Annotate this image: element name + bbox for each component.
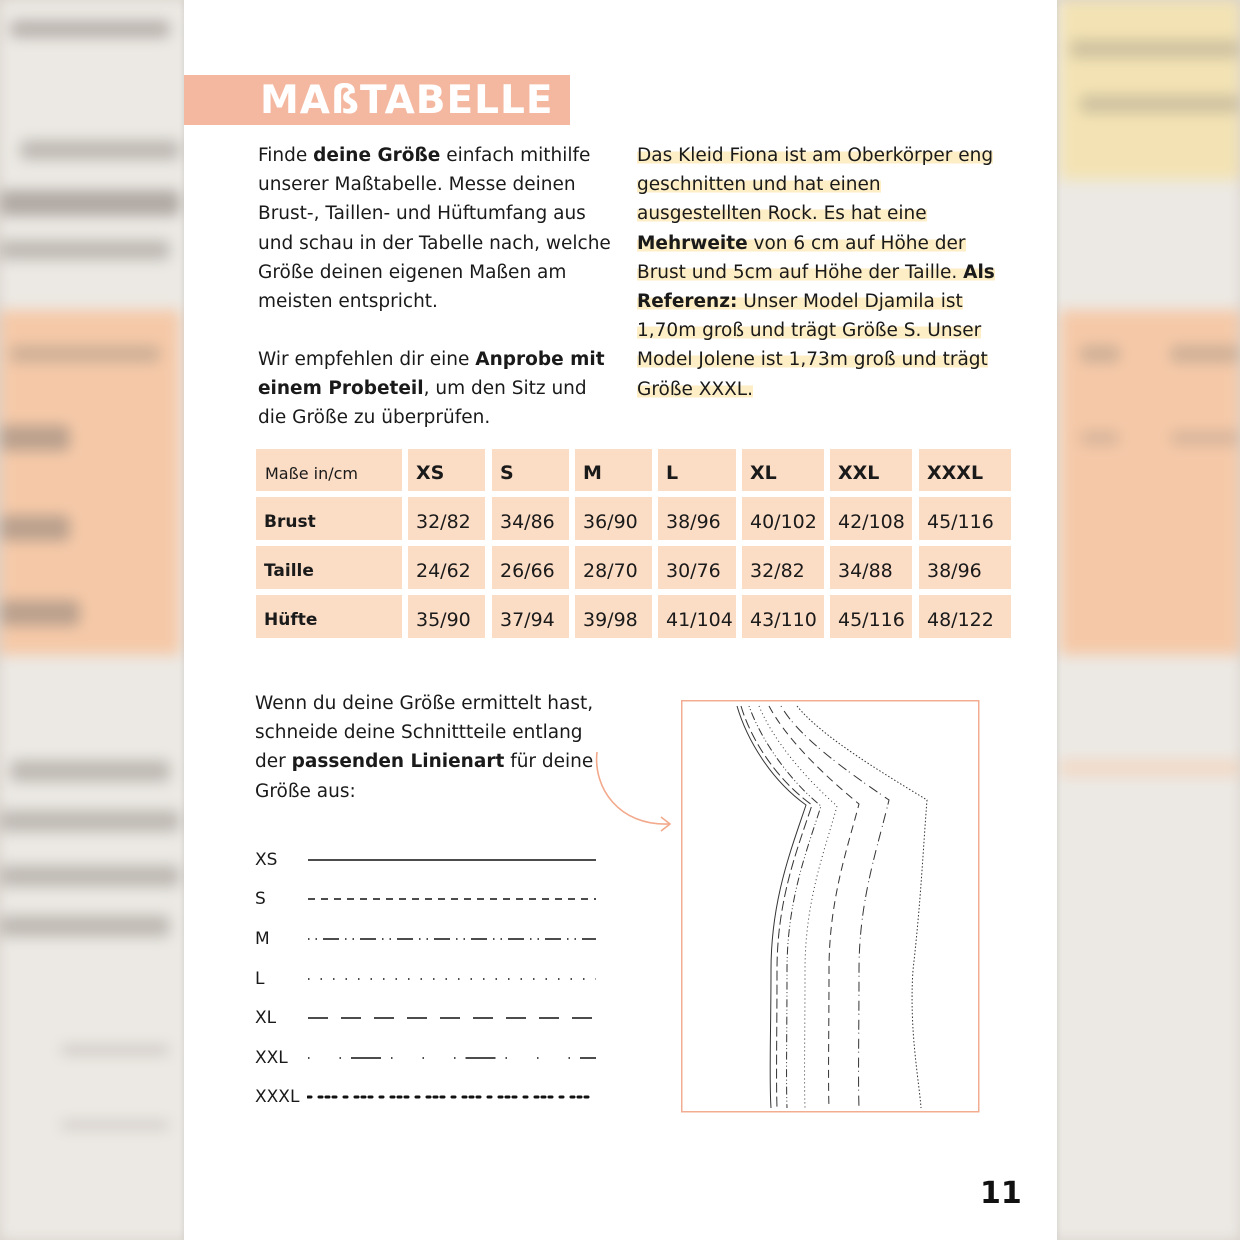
table-cell: 32/82 [408,497,485,540]
legend-label: M [255,929,270,949]
line-style-instruction: Wenn du deine Größe ermittelt hast, schneide deine Schnittteile entlang der passenden Linienart für deine Größe aus: [255,693,594,802]
table-cell: 34/86 [492,497,569,540]
legend-label: XL [255,1008,277,1028]
legend-label: S [255,889,266,909]
table-cell: 39/98 [575,595,652,638]
table-cell: 45/116 [830,595,912,638]
size-header-xl: XL [742,449,824,491]
page-title: MAßTABELLE [260,78,554,123]
intro-paragraph-2: Wir empfehlen dir eine Anprobe mit einem Probeteil, um den Sitz und die Größe zu überprüfen. [258,349,605,429]
size-header-xxxl: XXXL [919,449,1011,491]
table-header-label: Maße in/cm [256,449,402,491]
size-header-m: M [575,449,652,491]
line-sample-m [307,927,607,951]
table-cell: 43/110 [742,595,824,638]
dress-fit-note: Das Kleid Fiona ist am Oberkörper eng geschnitten und hat einen ausgestellten Rock. Es hat eine Mehrweite von 6 cm auf Höhe der Brust und 5cm auf Höhe der Taille. Als Referenz: Unser Model Djamila ist 1,70m groß und trägt Größe S. Unser Model Jolene ist 1,73m groß und trägt Größe XXXL. [637,145,995,400]
table-cell: 40/102 [742,497,824,540]
table-cell: 32/82 [742,546,824,589]
size-header-l: L [658,449,736,491]
table-cell: 37/94 [492,595,569,638]
table-cell: 38/96 [658,497,736,540]
table-cell: 48/122 [919,595,1011,638]
table-cell: 26/66 [492,546,569,589]
table-cell: 36/90 [575,497,652,540]
legend-label: XXL [255,1048,288,1068]
table-cell: 41/104 [658,595,736,638]
row-label-2: Hüfte [256,595,402,638]
line-sample-l [307,967,607,991]
table-cell: 24/62 [408,546,485,589]
table-cell: 28/70 [575,546,652,589]
table-cell: 45/116 [919,497,1011,540]
table-cell: 34/88 [830,546,912,589]
table-cell: 42/108 [830,497,912,540]
row-label-0: Brust [256,497,402,540]
line-sample-xs [307,848,607,872]
table-cell: 35/90 [408,595,485,638]
size-header-s: S [492,449,569,491]
line-sample-xxxl [307,1085,607,1109]
document-page [184,0,1057,1240]
legend-label: L [255,969,265,989]
table-cell: 30/76 [658,546,736,589]
pattern-line-illustration [681,700,981,1114]
curved-arrow-icon [589,748,684,838]
line-sample-xl [307,1006,607,1030]
size-header-xxl: XXL [830,449,912,491]
table-cell: 38/96 [919,546,1011,589]
legend-label: XS [255,850,278,870]
page-number: 11 [980,1176,1022,1211]
size-header-xs: XS [408,449,485,491]
line-sample-xxl [307,1046,607,1070]
intro-paragraph-1: Finde deine Größe einfach mithilfe unserer Maßtabelle. Messe deinen Brust-, Taillen- und Hüftumfang aus und schau in der Tabelle nach, welche Größe deinen eigenen Maßen am meisten entspricht. [258,145,611,313]
row-label-1: Taille [256,546,402,589]
legend-label: XXXL [255,1087,300,1107]
line-sample-s [307,887,607,911]
